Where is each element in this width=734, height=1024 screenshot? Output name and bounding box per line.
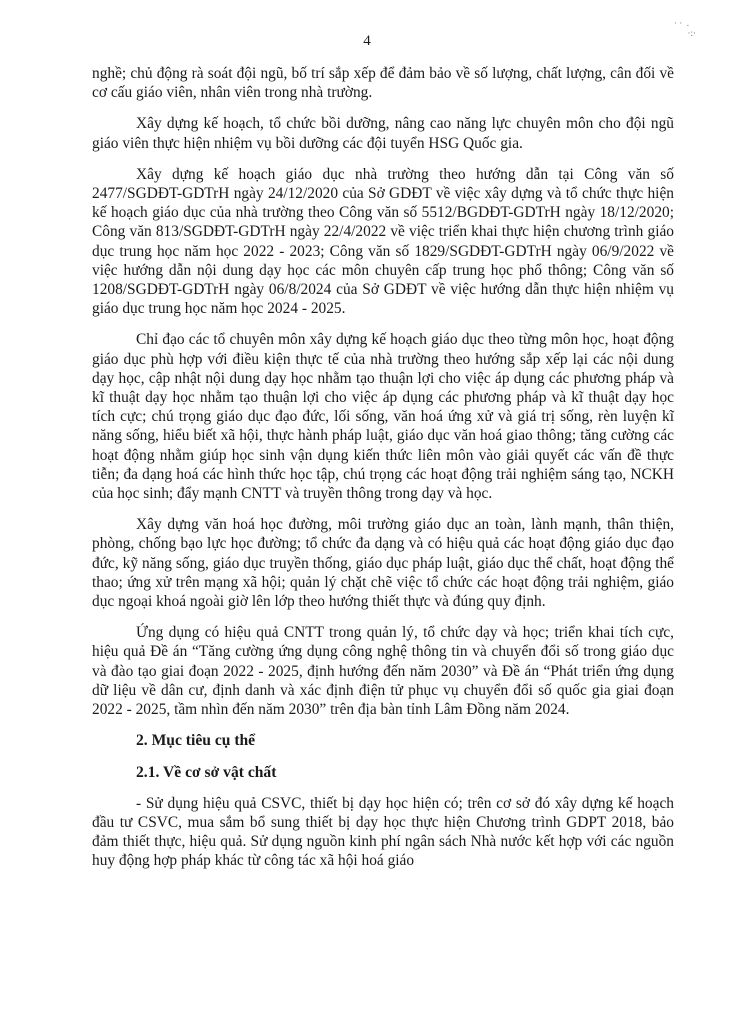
document-body	[92, 64, 674, 871]
paragraph-school-culture: Xây dựng văn hoá học đường, môi trường giáo dục an toàn, lành mạnh, thân thiện, phòng, chống bạo lực học đường; tổ chức đa dạng và có hiệu quả các hoạt động giáo dục đạo đức, kỹ năng sống, giáo dục truyền thống, giáo dục pháp luật, giáo dục thể chất, hoạt động thể thao; ứng xử trên mạng xã hội; quản lý chặt chẽ việc tổ chức các hoạt động trải nghiệm, giáo dục ngoại khoá ngoài giờ lên lớp theo hướng thiết thực và đúng quy định.	[92, 516, 674, 611]
heading-specific-goals: 2. Mục tiêu cụ thể	[136, 732, 256, 750]
page-number: 4	[363, 33, 371, 49]
paragraph-facilities: - Sử dụng hiệu quả CSVC, thiết bị dạy học hiện có; trên cơ sở đó xây dựng kế hoạch đầu tư CSVC, mua sắm bổ sung thiết bị dạy học thực hiện Chương trình GDPT 2018, bảo đảm thiết thực, hiệu quả. Sử dụng nguồn kinh phí ngân sách Nhà nước kết hợp với các nguồn huy động hợp pháp khác từ công tác xã hội hoá giáo	[92, 794, 674, 870]
scan-specks: · · . ·:·	[674, 18, 696, 38]
paragraph-education-plan: Xây dựng kế hoạch giáo dục nhà trường theo hướng dẫn tại Công văn số 2477/SGDĐT-GDTrH ngày 24/12/2020 của Sở GDĐT về việc xây dựng và tổ chức thực hiện kế hoạch giáo dục của nhà trường theo Công văn số 5512/BGDĐT-GDTrH ngày 18/12/2020; Công văn 813/SGDĐT-GDTrH ngày 22/4/2022 về việc triển khai thực hiện chương trình giáo dục trung học năm học 2022 - 2023; Công văn số 1829/SGDĐT-GDTrH ngày 06/9/2022 về việc hướng dẫn nội dung dạy học các môn chuyên cấp trung học phổ thông; Công văn số 1208/SGDĐT-GDTrH ngày 06/8/2024 của Sở GDĐT về việc hướng dẫn thực hiện nhiệm vụ giáo dục trung học năm học 2024 - 2025.	[92, 165, 674, 318]
paragraph-subject-groups: Chỉ đạo các tổ chuyên môn xây dựng kế hoạch giáo dục theo từng môn học, hoạt động giáo dục phù hợp với điều kiện thực tế của nhà trường theo hướng sắp xếp lại các nội dung dạy học, cập nhật nội dung dạy học nhằm tạo thuận lợi cho việc áp dụng các phương pháp và kĩ thuật dạy học nhằm tạo thuận lợi cho việc áp dụng các phương pháp và kĩ thuật dạy học tích cực; chú trọng giáo dục đạo đức, lối sống, văn hoá ứng xử và giá trị sống, rèn luyện kĩ năng sống, hiểu biết xã hội, thực hành pháp luật, giáo dục văn hoá giao thông; tăng cường các hoạt động nhằm giúp học sinh vận dụng kiến thức liên môn vào giải quyết các vấn đề thực tiễn; đa dạng hoá các hình thức học tập, chú trọng các hoạt động trải nghiệm sáng tạo, NCKH của học sinh; đẩy mạnh CNTT và truyền thông trong dạy và học.	[92, 331, 674, 503]
paragraph-continued: nghề; chủ động rà soát đội ngũ, bố trí sắp xếp để đảm bảo về số lượng, chất lượng, cân đối về cơ cấu giáo viên, nhân viên trong nhà trường.	[92, 65, 674, 102]
paragraph-training-plan: Xây dựng kế hoạch, tổ chức bồi dưỡng, nâng cao năng lực chuyên môn cho đội ngũ giáo viên thực hiện nhiệm vụ bồi dưỡng các đội tuyển HSG Quốc gia.	[92, 115, 674, 152]
paragraph-it-application: Ứng dụng có hiệu quả CNTT trong quản lý, tổ chức dạy và học; triển khai tích cực, hiệu quả Đề án “Tăng cường ứng dụng công nghệ thông tin và chuyển đổi số trong giáo dục và đào tạo giai đoạn 2022 - 2025, định hướng đến năm 2030” và Đề án “Phát triển ứng dụng dữ liệu về dân cư, định danh và xác định điện tử phục vụ chuyển đổi số quốc gia giai đoạn 2022 - 2025, tầm nhìn đến năm 2030” trên địa bàn tỉnh Lâm Đồng năm 2024.	[92, 624, 674, 719]
heading-facilities: 2.1. Về cơ sở vật chất	[136, 763, 277, 781]
